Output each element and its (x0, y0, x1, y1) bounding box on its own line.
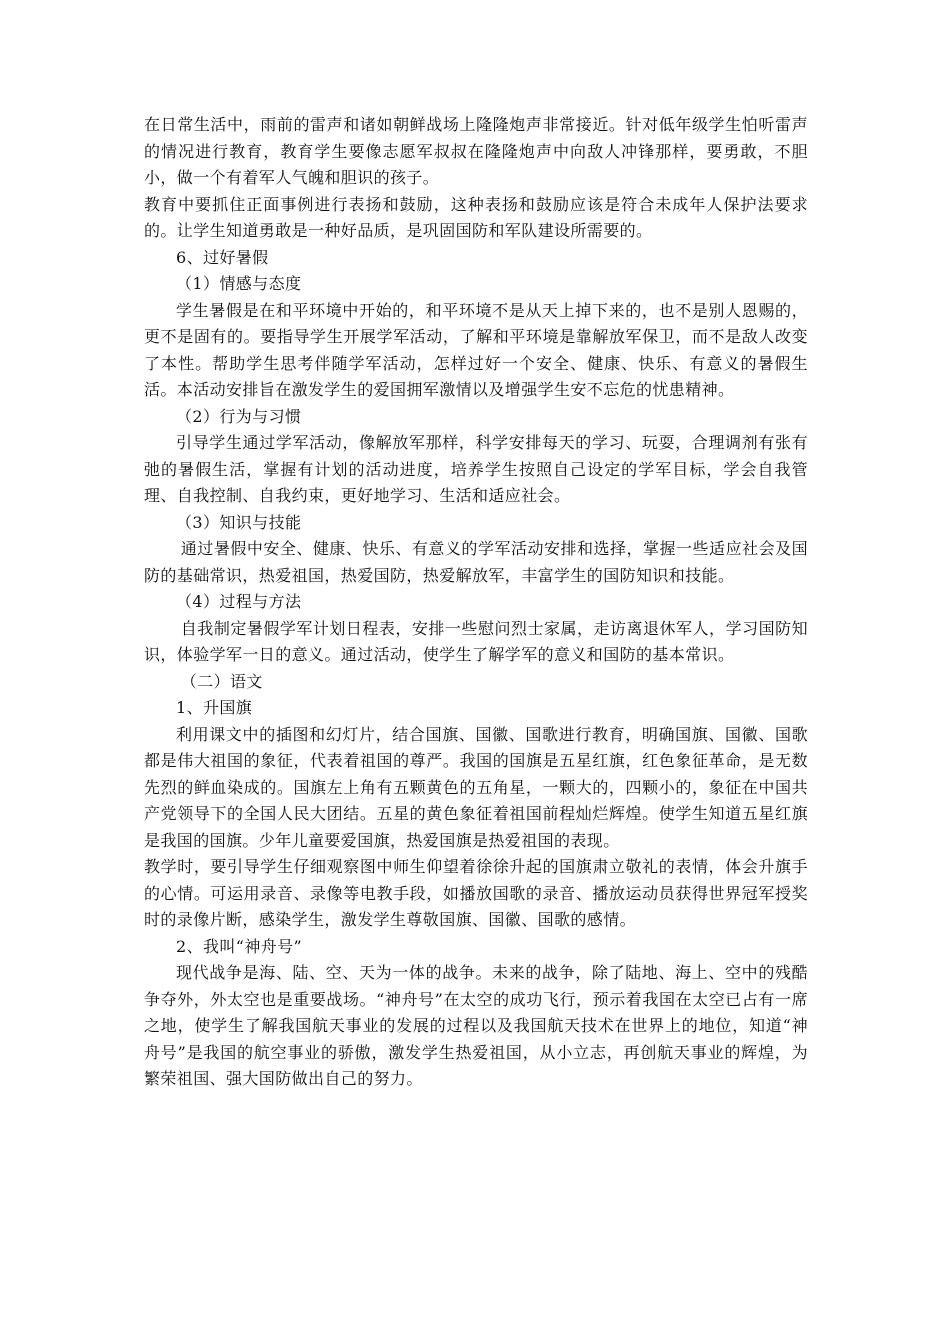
paragraph-emotion-attitude: 学生暑假是在和平环境中开始的，和平环境不是从天上掉下来的，也不是别人恩赐的，更不是固有的。要指导学生开展学军活动，了解和平环境是靠解放军保卫，而不是敌人改变了本性。帮助学生思考伴随学军活动，怎样过好一个安全、健康、快乐、有意义的暑假生活。本活动安排旨在激发学生的爱国拥军激情以及增强学生安不忘危的忧患精神。 (144, 300, 808, 399)
paragraph-shenzhou: 现代战争是海、陆、空、天为一体的战争。未来的战争，除了陆地、海上、空中的残酷争夺外，外太空也是重要战场。“神舟号”在太空的成功飞行，预示着我国在太空已占有一席之地，使学生了解我国航天事业的发展的过程以及我国航天技术在世界上的地位，知道“神舟号”是我国的航空事业的骄傲，激发学生热爱祖国，从小立志，再创航天事业的辉煌，为繁荣祖国、强大国防做出自己的努力。 (144, 963, 808, 1088)
paragraph-thunder: 在日常生活中，雨前的雷声和诸如朝鲜战场上隆隆炮声非常接近。针对低年级学生怕听雷声的情况进行教育，教育学生要像志愿军叔叔在隆隆炮声中向敌人冲锋那样，要勇敢，不胆小，做一个有着军人气魄和胆识的孩子。 (144, 115, 808, 187)
paragraph-behavior-habits: 引导学生通过学军活动，像解放军那样，科学安排每天的学习、玩耍，合理调剂有张有弛的暑假生活，掌握有计划的活动进度，培养学生按照自己设定的学军目标，学会自我管理、自我控制、自我约束，更好地学习、生活和适应社会。 (144, 433, 808, 505)
document-body (144, 112, 808, 1093)
subheading-behavior-habits: （2）行为与习惯 (176, 406, 302, 426)
subheading-process-method: （4）过程与方法 (176, 592, 302, 611)
paragraph-national-flag: 利用课文中的插图和幻灯片，结合国旗、国徽、国歌进行教育，明确国旗、国徽、国歌都是伟大祖国的象征，代表着祖国的尊严。我国的国旗是五星红旗，红色象征革命，是无数先烈的鲜血染成的。国旗左上角有五颗黄色的五角星，一颗大的，四颗小的，象征在中国共产党领导下的全国人民大团结。五星的黄色象征着祖国前程灿烂辉煌。使学生知道五星红旗是我国的国旗。少年儿童要爱国旗，热爱国旗是热爱祖国的表现。 (144, 724, 808, 850)
paragraph-knowledge-skills: 通过暑假中安全、健康、快乐、有意义的学军活动安排和选择，掌握一些适应社会及国防的基础常识，热爱祖国，热爱国防，热爱解放军，丰富学生的国防知识和技能。 (144, 539, 808, 585)
heading-chinese: （二）语文 (180, 671, 263, 691)
heading-summer-vacation: 6、过好暑假 (176, 247, 269, 267)
paragraph-praise: 教育中要抓住正面事例进行表扬和鼓励，这种表扬和鼓励应该是符合未成年人保护法要求的。让学生知道勇敢是一种好品质，是巩固国防和军队建设所需要的。 (144, 194, 808, 240)
paragraph-teaching-flag: 教学时，要引导学生仔细观察图中师生仰望着徐徐升起的国旗肃立敬礼的表情，体会升旗手的心情。可运用录音、录像等电教手段，如播放国歌的录音、播放运动员获得世界冠军授奖时的录像片断，感染学生，激发学生尊敬国旗、国徽、国歌的感情。 (144, 857, 808, 929)
subheading-emotion-attitude: （1）情感与态度 (176, 274, 302, 293)
subheading-knowledge-skills: （3）知识与技能 (176, 512, 302, 532)
paragraph-process-method: 自我制定暑假学军计划日程表，安排一些慰问烈士家属，走访离退休军人，学习国防知识，体验学军一日的意义。通过活动，使学生了解学军的意义和国防的基本常识。 (144, 618, 808, 664)
heading-shenzhou: 2、我叫“神舟号” (176, 936, 303, 956)
heading-raise-flag: 1、升国旗 (176, 698, 253, 717)
